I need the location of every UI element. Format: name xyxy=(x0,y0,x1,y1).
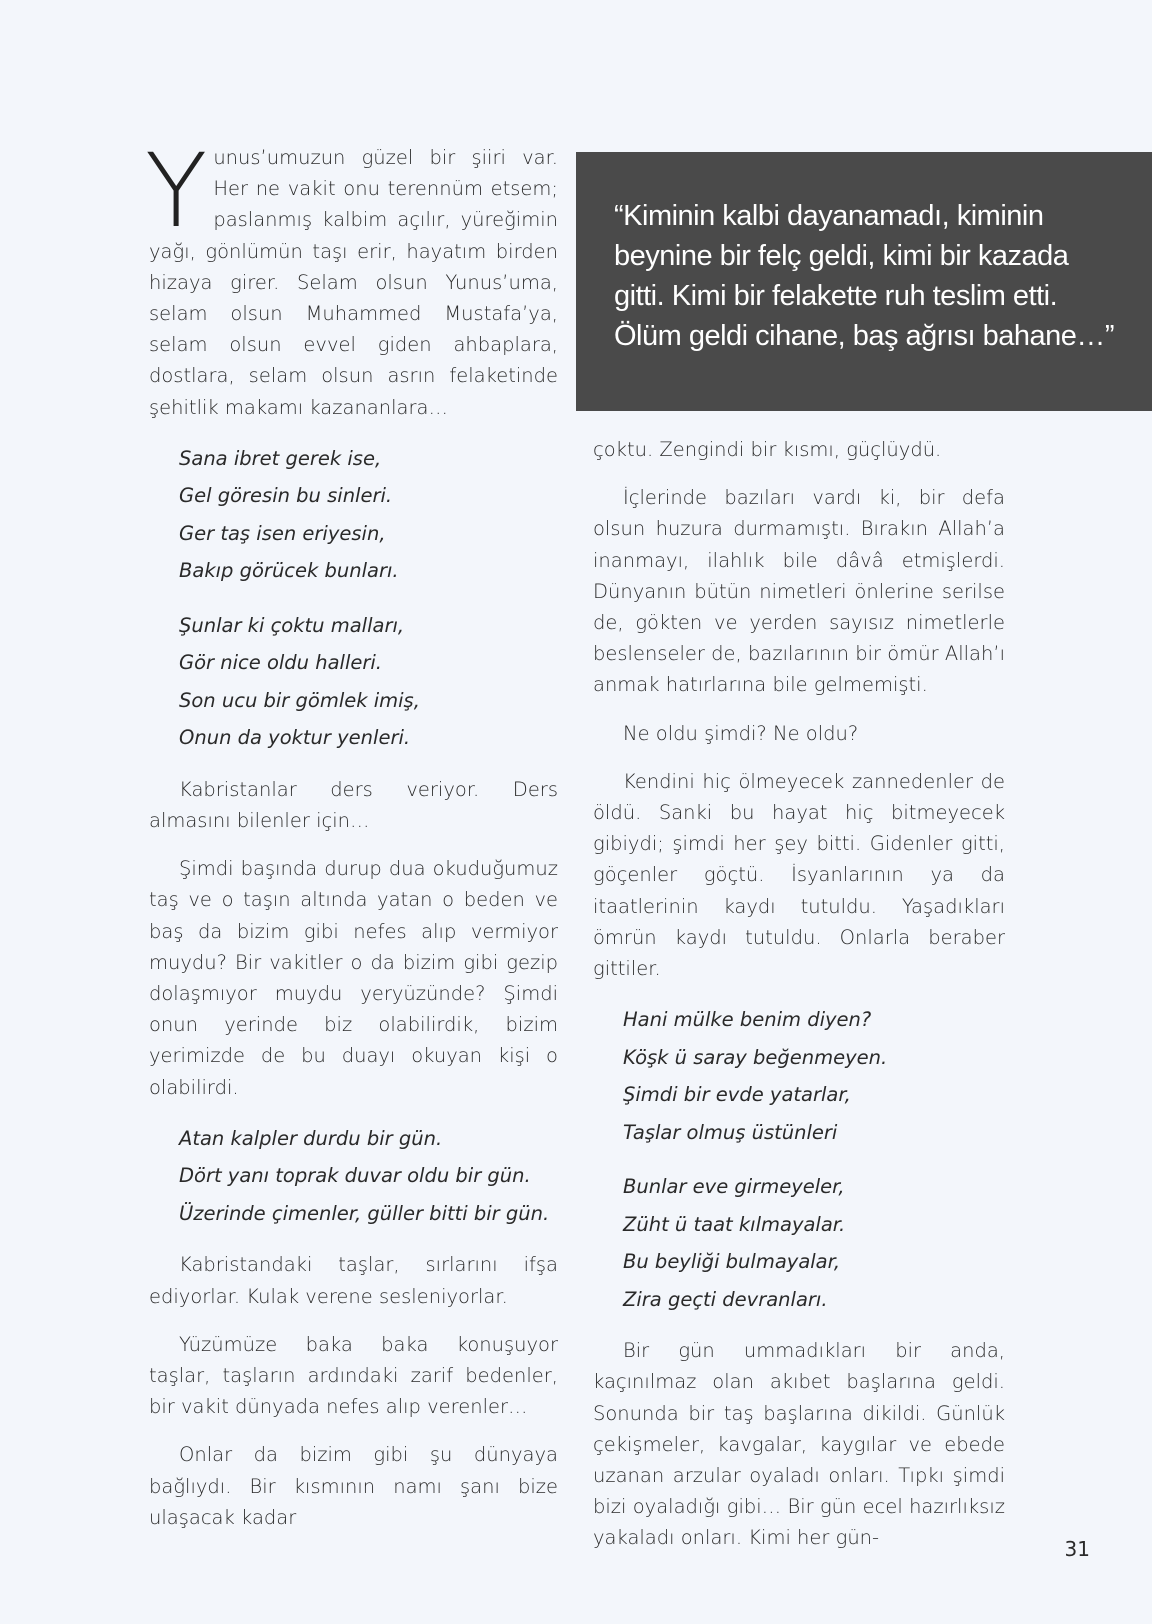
page-number: 31 xyxy=(1064,1537,1090,1561)
poem-line: Zira geçti devranları. xyxy=(623,1287,828,1311)
poem-line: Ger taş isen eriyesin, xyxy=(179,521,386,545)
body-paragraph: İçlerinde bazıları vardı ki, bir defa olsun huzura durmamıştı. Bırakın Allah’a inanmayı, ilahlık bile dâvâ etmişlerdi. Dünyanın bütün nimetleri önlerine serilse de, gökten ve yerden sayısız nimetlerle beslenseler de, bazılarının bir ömür Allah’ı anmak hatırlarına bile gelmemişti. xyxy=(593,486,1005,697)
poem-line: Onun da yoktur yenleri. xyxy=(179,726,411,750)
poem-line: Taşlar olmuş üstünleri xyxy=(623,1120,838,1144)
poem-line: Gör nice oldu halleri. xyxy=(179,651,383,675)
poem-line: Hani mülke benim diyen? xyxy=(623,1008,872,1032)
body-paragraph: çoktu. Zengindi bir kısmı, güçlüydü. xyxy=(593,438,942,461)
poem-line: Bakıp görücek bunları. xyxy=(179,559,399,583)
right-column xyxy=(593,434,1005,1571)
body-paragraph: Kendini hiç ölmeyecek zannedenler de öldü. Sanki bu hayat hiç bitmeyecek gibiydi; şimdi her şey bitti. Gidenler gitti, göçenler göçtü. İsyanlarının ya da itaatlerinin kaydı tutuldu. Yaşadıkları ömrün kaydı tutuldu. Onlarla beraber gittiler. xyxy=(593,769,1005,981)
poem-line: Gel göresin bu sinleri. xyxy=(179,484,393,508)
poem-stanza xyxy=(179,1120,558,1233)
poem-stanza xyxy=(179,440,558,590)
body-paragraph: Kabristandaki taşlar, sırlarını ifşa ediyorlar. Kulak verene sesleniyorlar. xyxy=(149,1253,558,1308)
body-paragraph: Şimdi başında durup dua okuduğumuz taş ve o taşın altında yatan o beden ve baş da bizim gibi nefes alıp vermiyor muydu? Bir vakitler o da bizim gibi gezip dolaşmıyor muydu yeryüzünde? Şimdi onun yerinde biz olabilirdik, bizim yerimizde de bu duayı okuyan kişi o olabilirdi. xyxy=(149,857,558,1099)
pull-quote: “Kiminin kalbi dayanamadı, kiminin beynine bir felç geldi, kimi bir kazada gitti. Kimi bir felakette ruh teslim etti. Ölüm geldi cihane, baş ağrısı bahane…” xyxy=(576,152,1152,411)
body-paragraph: Bir gün ummadıkları bir anda, kaçınılmaz olan akıbet başlarına geldi. Sonunda bir taş başlarına dikildi. Günlük çekişmeler, kavgalar, kaygılar ve ebede uzanan arzular oyaladı onları. Tıpkı şimdi bizi oyaladığı gibi… Bir gün ecel hazırlıksız yakaladı onları. Kimi her gün- xyxy=(593,1339,1005,1550)
poem-line: Bunlar eve girmeyeler, xyxy=(623,1175,845,1199)
body-paragraph: Onlar da bizim gibi şu dünyaya bağlıydı. Bir kısmının namı şanı bize ulaşacak kadar xyxy=(149,1443,558,1529)
poem-stanza xyxy=(179,607,558,757)
body-paragraph: Kabristanlar ders veriyor. Ders almasını bilenler için… xyxy=(149,777,558,833)
intro-text: unus’umuzun güzel bir şiiri var. Her ne vakit onu terennüm etsem; paslanmış kalbim açılır, yüreğimin yağı, gönlümün taşı erir, hayatım birden hizaya girer. Selam olsun Yunus’uma, selam olsun Muhammed Mustafa’ya, selam olsun evvel giden ahbaplara, dostlara, selam olsun asrın felaketinde şehitlik makamı kazananlara… xyxy=(149,146,558,419)
drop-cap: Y xyxy=(145,132,208,251)
poem-line: Sana ibret gerek ise, xyxy=(179,446,382,470)
poem-stanza xyxy=(623,1168,1005,1318)
body-paragraph: Ne oldu şimdi? Ne oldu? xyxy=(623,721,859,745)
poem-line: Dört yanı toprak duvar oldu bir gün. xyxy=(179,1164,531,1188)
poem-stanza xyxy=(623,1001,1005,1151)
poem-line: Bu beyliği bulmayalar, xyxy=(623,1250,841,1274)
poem-line: Üzerinde çimenler, güller bitti bir gün. xyxy=(179,1201,550,1225)
left-column xyxy=(145,132,558,1550)
poem-line: Köşk ü saray beğenmeyen. xyxy=(623,1045,888,1069)
poem-line: Şimdi bir evde yatarlar, xyxy=(623,1083,851,1107)
body-paragraph: Yüzümüze baka baka konuşuyor taşlar, taşların ardındaki zarif bedenler, bir vakit dünyada nefes alıp verenler… xyxy=(149,1332,558,1419)
poem-line: Şunlar ki çoktu malları, xyxy=(179,613,405,637)
intro-paragraph xyxy=(145,132,558,423)
poem-line: Atan kalpler durdu bir gün. xyxy=(179,1126,443,1150)
poem-line: Son ucu bir gömlek imiş, xyxy=(179,688,420,712)
poem-line: Züht ü taat kılmayalar. xyxy=(623,1212,846,1236)
